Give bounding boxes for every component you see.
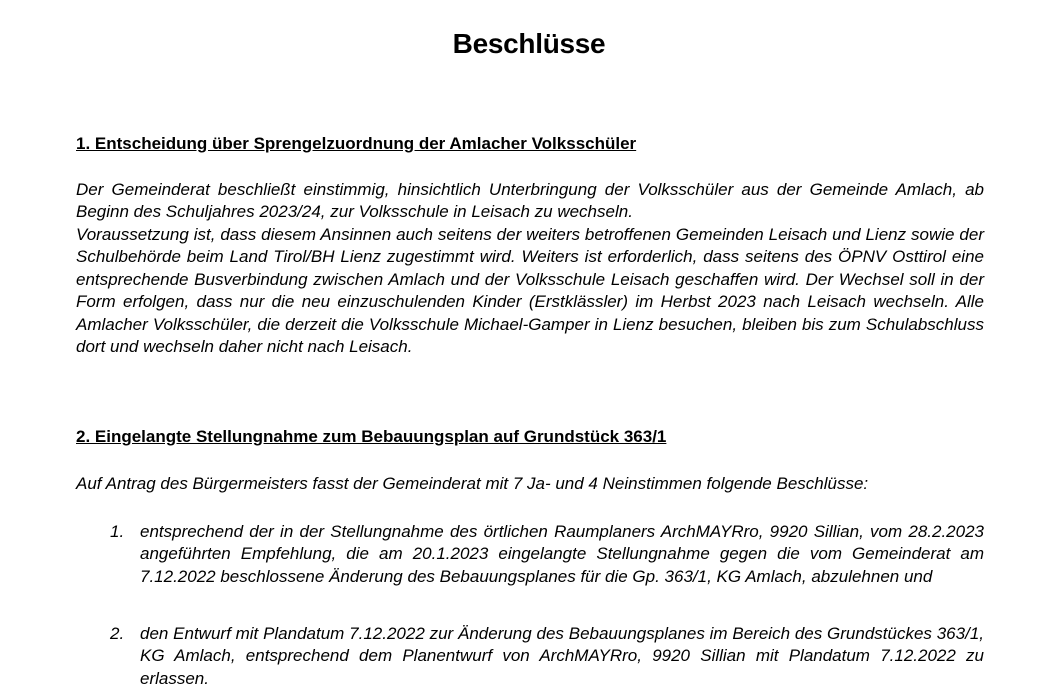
section-2-heading: 2. Eingelangte Stellungnahme zum Bebauungsplan auf Grundstück 363/1 bbox=[76, 427, 667, 446]
list-item-text: entsprechend der in der Stellungnahme des örtlichen Raumplaners ArchMAYRro, 9920 Sillian, vom 28.2.2023 angeführten Empfehlung, die am 20.1.2023 eingelangte Stellungnahme gegen die vom Gemeinderat am 7.12.2022 beschlossene Änderung des Bebauungsplanes für die Gp. 363/1, KG Amlach, abzulehnen und bbox=[140, 522, 984, 586]
list-item-number: 1. bbox=[110, 522, 125, 541]
list-item bbox=[76, 623, 984, 690]
section-1-paragraph-2: Voraussetzung ist, dass diesem Ansinnen auch seitens der weiters betroffenen Gemeinden Leisach und Lienz sowie der Schulbehörde beim Land Tirol/BH Lienz zugestimmt wird. Weiters ist erforderlich, dass seitens des ÖPNV Osttirol eine entsprechende Busverbindung zwischen Amlach und der Volksschule Leisach geschaffen wird. Der Wechsel soll in der Form erfolgen, dass nur die neu einzuschulenden Kinder (Erstklässler) im Herbst 2023 nach Leisach wechseln. Alle Amlacher Volksschüler, die derzeit die Volksschule Michael-Gamper in Lienz besuchen, bleiben bis zum Schulabschluss dort und wechseln daher nicht nach Leisach. bbox=[76, 225, 984, 357]
list-item bbox=[76, 521, 984, 588]
section-1-paragraph-1: Der Gemeinderat beschließt einstimmig, hinsichtlich Unterbringung der Volksschüler aus der Gemeinde Amlach, ab Beginn des Schuljahres 2023/24, zur Volksschule in Leisach zu wechseln. bbox=[76, 180, 984, 222]
section-2-intro: Auf Antrag des Bürgermeisters fasst der Gemeinderat mit 7 Ja- und 4 Neinstimmen folgende Beschlüsse: bbox=[76, 474, 869, 493]
list-item-text: den Entwurf mit Plandatum 7.12.2022 zur Änderung des Bebauungsplanes im Bereich des Grundstückes 363/1, KG Amlach, entsprechend dem Planentwurf von ArchMAYRro, 9920 Sillian mit Plandatum 7.12.2022 zu erlassen. bbox=[140, 624, 984, 688]
page-title: Beschlüsse bbox=[452, 28, 606, 59]
list-item-number: 2. bbox=[110, 624, 125, 643]
section-1-heading: 1. Entscheidung über Sprengelzuordnung der Amlacher Volksschüler bbox=[76, 134, 637, 153]
